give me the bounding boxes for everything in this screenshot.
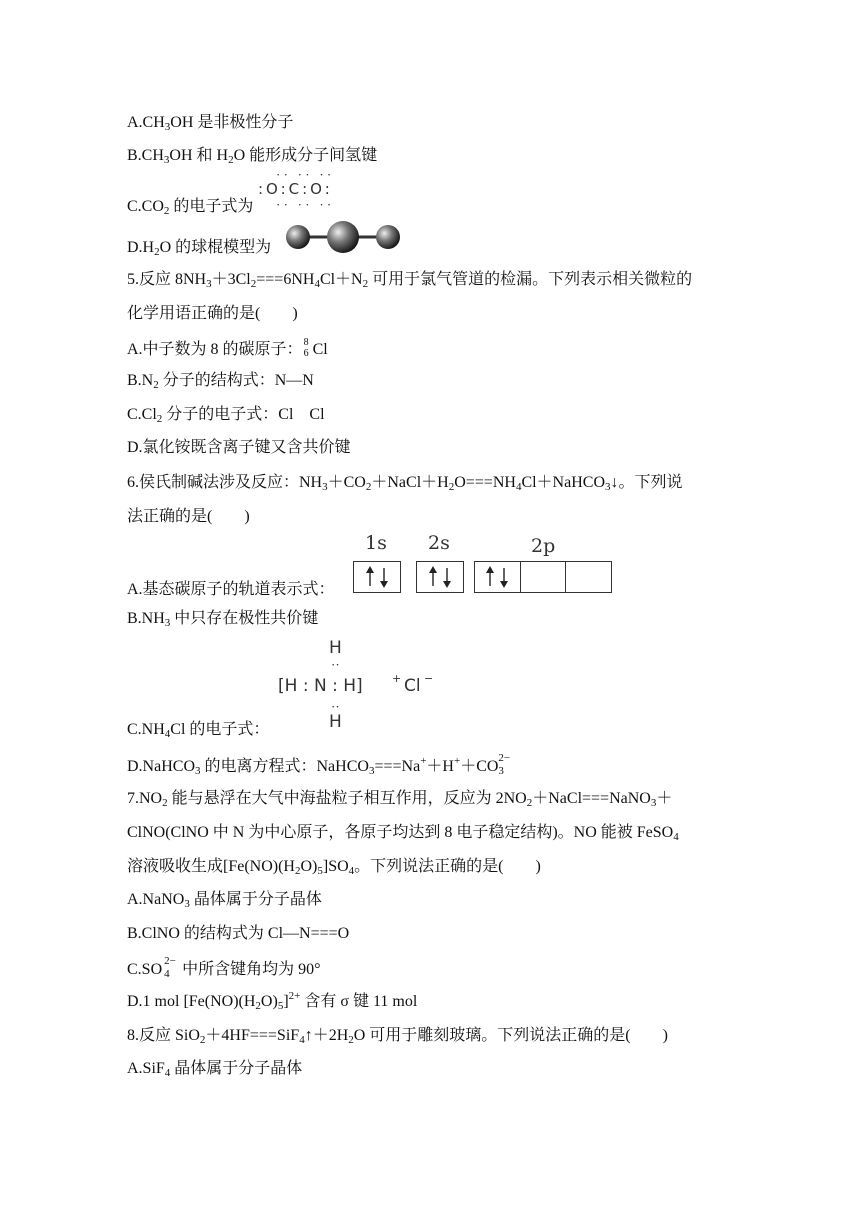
q7-stem-line2: ClNO(ClNO 中 N 为中心原子，各原子均达到 8 电子稳定结构)。NO 能被 FeSO$_4$ [127,824,679,843]
q8-stem: 8.反应 $SiO_2+4HF===SiF_4↑+2H_2O$ 可用于雕刻玻璃。下列说法正确的是( ) [127,1027,668,1046]
q4-option-a: $A.CH_3OH$ 是非极性分子 [127,114,294,133]
cl-charge: − [424,672,434,685]
q4-option-d: $D.H_2O$ 的球棍模型为 [127,239,272,258]
q7-option-c: C.SO 2− 4 中所含键角均为 90° [127,955,321,980]
nh4-h-bottom: H [329,712,342,732]
spin-pair-icon [417,562,463,592]
q7-option-b: B.ClNO 的结构式为 Cl—N===O [127,925,350,942]
nh4-charge: + [392,672,402,685]
orbital-box-2s [416,561,464,593]
orbital-label-2s: 2s [428,532,450,554]
spin-pair-icon [354,562,400,592]
orbital-2p-cell-1 [475,562,521,592]
orbital-label-2p: 2p [531,535,556,557]
q5-option-d: D.氯化铵既含离子键又含共价键 [127,439,351,456]
orbital-box-1s [353,561,401,593]
q6-option-b: $B.NH_3$ 中只存在极性共价键 [127,610,319,629]
nh4-bracket: [H : N : H] [278,676,363,696]
cl-ion: Cl [404,676,421,696]
q6-option-c: $C.NH_4Cl$ 的电子式： [127,721,270,740]
q7-stem-line3: 溶液吸收生成$[Fe(NO)(H_2O)_5]SO_4$。下列说法正确的是( ) [127,858,541,877]
q4-option-c: $C.CO_2$ 的电子式为 [127,198,254,217]
q6-stem-line2: 法正确的是( ) [127,508,250,525]
orbital-2p-cell-2 [521,562,566,592]
q7-option-a: A.NaNO$_3$ 晶体属于分子晶体 [127,891,322,910]
nh4cl-electron-formula: H ·· [H : N : H] + Cl − ·· H [278,638,434,732]
spin-pair-icon [475,562,520,592]
q4-option-b: $B.CH_3OH$ 和 $H_2O$ 能形成分子间氢键 [127,147,378,166]
orbital-label-1s: 1s [365,532,387,554]
orbital-box-2p [474,561,612,593]
q8-option-a: A.SiF$_4$ 晶体属于分子晶体 [127,1060,303,1079]
q5-option-a: A.中子数为 8 的碳原子： 8 6 Cl [127,337,328,359]
nh4-h-top: H [329,638,342,658]
q6-stem-line1: 6.侯氏制碱法涉及反应：$NH_3+CO_2+NaCl+H_2O===NH_4Cl+NaHCO_3↓$。下列说 [127,474,683,493]
q5-stem-line2: 化学用语正确的是( ) [127,305,298,322]
q5-stem-line1: 5.反应 $8NH_3+3Cl_2===6NH_4Cl+N_2$ 可用于氯气管道的检漏。下列表示相关微粒的 [127,271,693,290]
q7-stem-line1: $7.NO_2$ 能与悬浮在大气中海盐粒子相互作用，反应为 $2NO_2+NaCl===NaNO_3+$ [127,790,673,809]
h2o-ball-stick-model [284,220,404,256]
q5-option-b: $B.N_2$ 分子的结构式：N—N [127,372,314,391]
q7-option-d: D.1 mol $[Fe(NO)(H_2O)_5]^{2+}$ 含有 σ 键 11 mol [127,990,418,1012]
q6-option-d: D.NaHCO$_3$ 的电离方程式：NaHCO$_3$===Na+＋H+＋CO 2− 3 [127,752,511,777]
q5-option-c: $C.Cl_2$ 分子的电子式：Cl Cl [127,406,325,425]
q6-option-a: A.基态碳原子的轨道表示式： [127,581,335,598]
co2-electron-formula: · · · · · · :O:C:O: · · · · · · [258,167,333,212]
